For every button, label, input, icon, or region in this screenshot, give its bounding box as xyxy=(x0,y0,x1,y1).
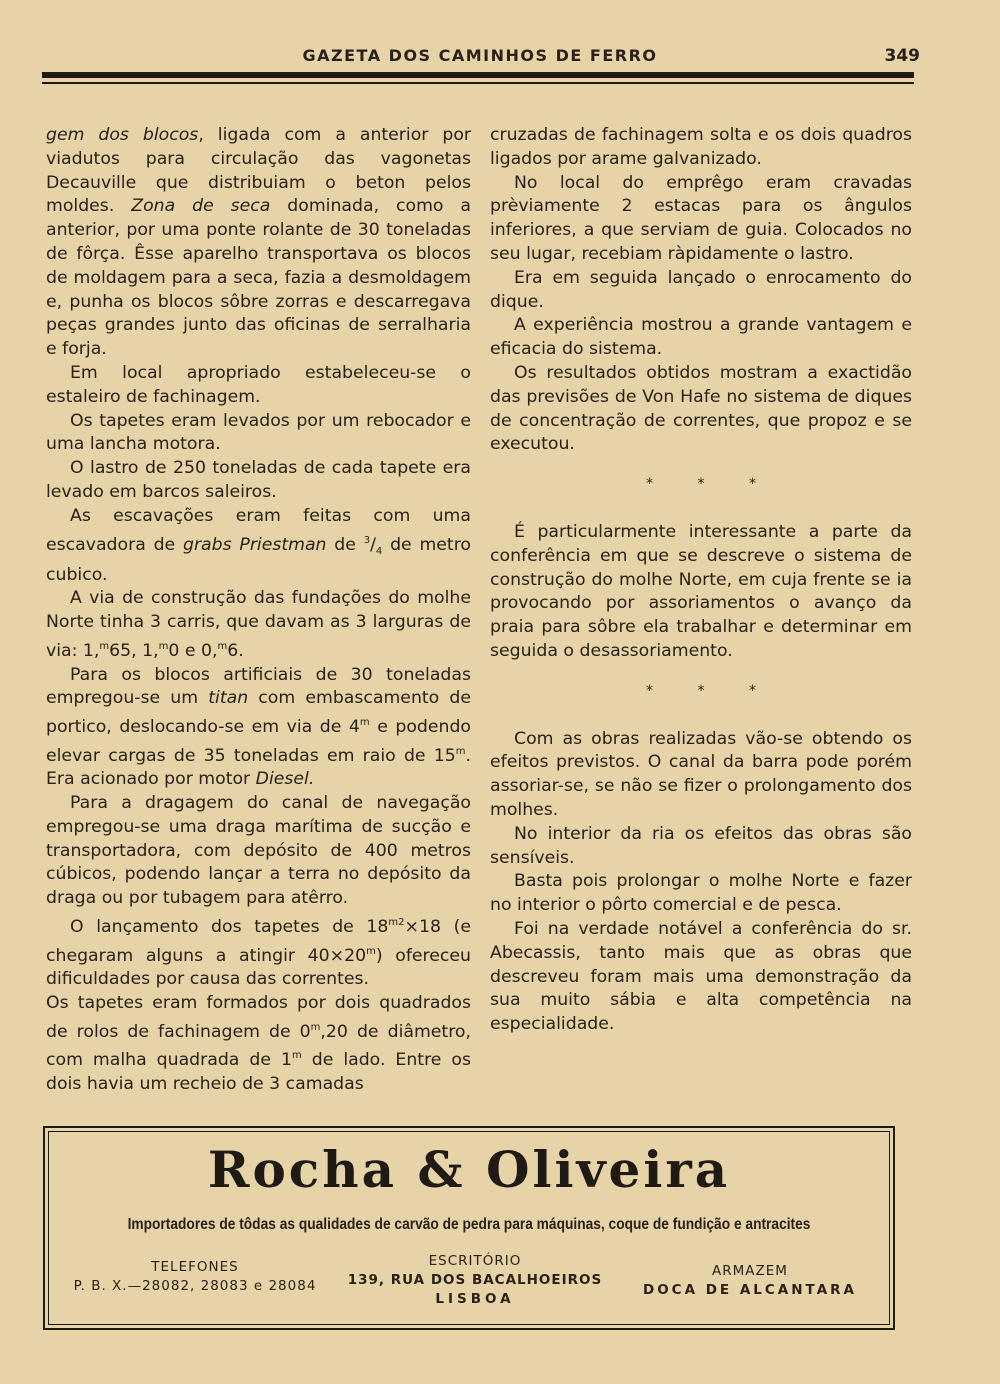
text-run: de metro cubico. xyxy=(46,534,471,585)
ad-office-label: ESCRITÓRIO xyxy=(428,1253,522,1269)
paragraph xyxy=(490,267,912,315)
running-head xyxy=(40,42,920,68)
ad-warehouse-value: DOCA DE ALCANTARA xyxy=(642,1282,858,1298)
text-run: Para os blocos artificiais de 30 toneladas empregou-se um xyxy=(46,664,471,709)
paragraph xyxy=(46,992,471,1097)
subscript: 4 xyxy=(375,545,383,557)
ad-company-name: Rocha & Oliveira xyxy=(207,1140,731,1199)
section-separator: * * * xyxy=(646,476,776,493)
text-run: No interior da ria os efeitos das obras são sensíveis. xyxy=(490,823,912,868)
superscript: m xyxy=(217,640,228,652)
text-run: 6. xyxy=(227,640,244,661)
journal-title: GAZETA DOS CAMINHOS DE FERRO xyxy=(302,46,658,65)
text-run: Basta pois prolongar o molhe Norte e fazer no interior o pôrto comercial e de pesca. xyxy=(490,871,912,916)
paragraph xyxy=(490,870,912,918)
italic-text: titan xyxy=(208,688,249,709)
text-run: O lançamento dos tapetes de 18 xyxy=(70,916,389,937)
paragraph xyxy=(490,918,912,1037)
text-run: Os tapetes eram formados por dois quadrados de rolos de fachinagem de 0 xyxy=(46,992,471,1042)
superscript: 3 xyxy=(363,534,371,546)
ad-warehouse xyxy=(615,1262,885,1300)
superscript: m xyxy=(366,945,376,957)
paragraph xyxy=(490,728,912,823)
text-run: No local do emprêgo eram cravadas prèviamente 2 estacas para os ângulos inferiores, a que serviam de guia. Colocados no seu lugar, recebiam ràpidamente o lastro. xyxy=(490,172,912,264)
text-run: Era em seguida lançado o enrocamento do dique. xyxy=(490,267,912,312)
superscript: m xyxy=(158,640,169,652)
italic-text: grabs Priestman xyxy=(182,534,327,555)
text-run: . Era acionado por motor xyxy=(46,745,471,790)
ad-office xyxy=(325,1252,625,1309)
italic-text: gem dos blocos xyxy=(46,125,199,145)
text-run: ×18 (e chegaram alguns a atingir 40×20 xyxy=(46,916,471,966)
italic-text: Zona de seca xyxy=(131,196,271,217)
ad-office-city: LISBOA xyxy=(435,1291,515,1307)
ad-telephones-value: P. B. X.—28082, 28083 e 28084 xyxy=(73,1278,317,1294)
text-run: ) ofereceu dificuldades por causa das correntes. xyxy=(46,945,472,990)
text-run: cruzadas de fachinagem solta e os dois quadros ligados por arame galvanizado. xyxy=(490,125,912,169)
text-run: Os resultados obtidos mostram a exactidão das previsões de Von Hafe no sistema de diques de concentração de correntes, que propoz e se executou. xyxy=(490,362,912,455)
ad-telephones xyxy=(55,1258,335,1296)
paragraph xyxy=(490,172,912,267)
text-run: A via de construção das fundações do molhe Norte tinha 3 carris, que davam as 3 larguras de via: 1, xyxy=(46,588,471,661)
ad-warehouse-label: ARMAZEM xyxy=(712,1263,788,1279)
text-run: de xyxy=(326,534,364,555)
text-run: Para a dragagem do canal de navegação empregou-se uma draga marítima de sucção e transportadora, com depósito de 400 metros cúbicos, podendo lançar a terra no depósito da draga ou por tubagem para atêrro. xyxy=(46,793,471,909)
paragraph xyxy=(46,124,471,362)
text-run: Com as obras realizadas vão-se obtendo os efeitos previstos. O canal da barra pode porém assoriar-se, se não se fizer o prolongamento dos molhes. xyxy=(490,728,912,820)
text-run: A experiência mostrou a grande vantagem e eficacia do sistema. xyxy=(490,315,912,360)
text-run: É particularmente interessante a parte da conferência em que se descreve o sistema de construção do molhe Norte, em cuja frente se ia provocando por assoriamentos o avanço da praia para sôbre ela trabalhar e determinar em seguida o desassoriamento. xyxy=(490,521,912,661)
superscript: m xyxy=(310,1021,321,1033)
paragraph xyxy=(46,587,471,663)
text-run: com embascamento de portico, deslocando-se em via de 4 xyxy=(46,688,471,737)
superscript: m xyxy=(99,640,110,652)
paragraph xyxy=(46,792,471,911)
ad-telephones-label: TELEFONES xyxy=(151,1259,239,1275)
ad-tagline: Importadores de tôdas as qualidades de carvão de pedra para máquinas, coque de fundição e antracites xyxy=(127,1216,811,1233)
paragraph xyxy=(46,457,471,505)
text-run: , ligada com a anterior por viadutos para circulação das vagonetas Decauville que distribuiam o beton pelos moldes. xyxy=(46,125,471,217)
ad-office-address: 139, RUA DOS BACALHOEIROS xyxy=(347,1272,603,1288)
page-number: 349 xyxy=(884,46,920,66)
superscript: m xyxy=(291,1050,302,1062)
text-run: As escavações eram feitas com uma escavadora de xyxy=(46,505,471,555)
paragraph xyxy=(490,362,912,457)
header-rule-thick xyxy=(42,72,914,78)
text-run: ,20 de diâmetro, com malha quadrada de 1 xyxy=(46,1021,471,1071)
paragraph xyxy=(46,410,471,458)
paragraph xyxy=(46,505,471,588)
text-run: / xyxy=(370,534,376,555)
left-column xyxy=(46,124,471,1097)
paragraph xyxy=(490,521,912,664)
header-rule-thin xyxy=(42,82,914,84)
paragraph xyxy=(46,362,471,410)
paragraph xyxy=(490,124,912,172)
italic-text: Diesel. xyxy=(255,769,315,790)
text-run: de lado. Entre os dois havia um recheio de 3 camadas xyxy=(46,1050,472,1094)
superscript: m xyxy=(359,717,370,729)
text-run: O lastro de 250 toneladas de cada tapete era levado em barcos saleiros. xyxy=(46,458,471,502)
text-run: Os tapetes eram levados por um rebocador e uma lancha motora. xyxy=(46,410,471,455)
paragraph xyxy=(490,823,912,871)
text-run: dominada, como a anterior, por uma ponte rolante de 30 toneladas de fôrça. Êsse aparelho transportava os blocos de moldagem para a seca, fazia a desmoldagem e, punha os blocos sôbre zorras e descarregava peças grandes junto das oficinas de serralharia e forja. xyxy=(46,196,471,360)
text-run: Em local apropriado estabeleceu-se o estaleiro de fachinagem. xyxy=(46,362,471,407)
paragraph xyxy=(490,314,912,362)
right-column xyxy=(490,124,912,1037)
superscript: m xyxy=(455,745,466,757)
text-run: 65, 1, xyxy=(109,640,159,661)
paragraph xyxy=(46,911,471,992)
text-run: e podendo elevar cargas de 35 toneladas em raio de 15 xyxy=(46,716,471,766)
text-run: Foi na verdade notável a conferência do sr. Abecassis, tanto mais que as obras que descreveu foram mais uma demonstração da sua muito sábia e alta competência na especialidade. xyxy=(490,918,912,1035)
section-separator: * * * xyxy=(646,682,776,699)
text-run: 0 e 0, xyxy=(168,640,218,661)
superscript: m2 xyxy=(388,917,405,929)
advertisement xyxy=(43,1126,895,1330)
paragraph xyxy=(46,664,471,793)
